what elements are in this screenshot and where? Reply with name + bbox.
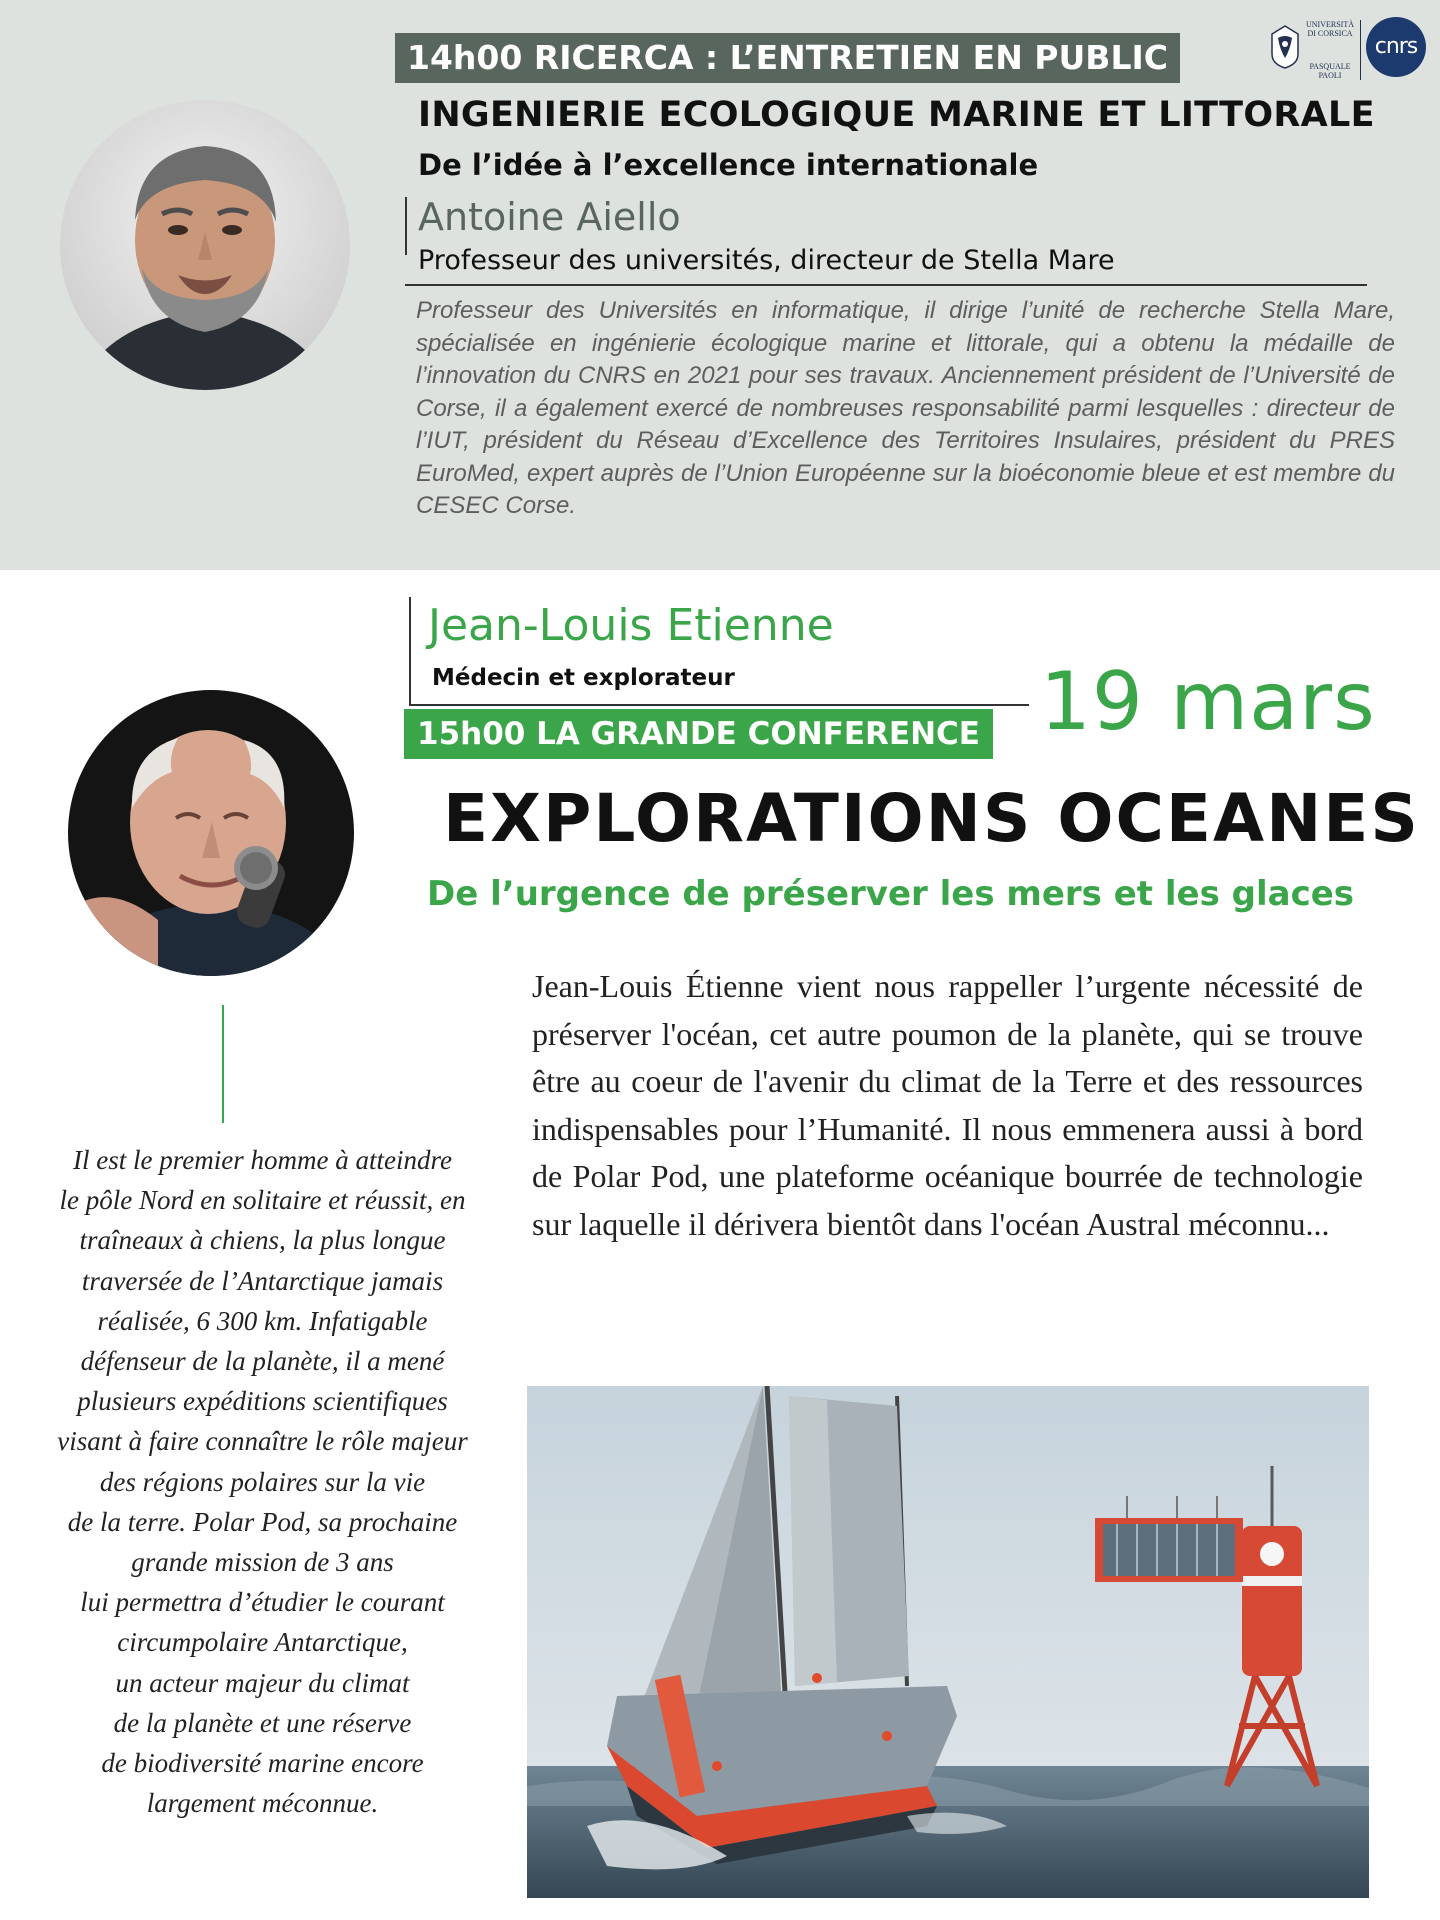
portrait-jean-louis-etienne [68, 690, 354, 976]
speaker2-bio: Il est le premier homme à atteindre le pôle Nord en solitaire et réussit, en traîneaux à chiens, la plus longue traversée de l’Antarctique jamais réalisée, 6 300 km. Infatigable défenseur de la planète, il a mené plusieurs expéditions scientifiques visant à faire connaître le rôle majeur des régions polaires sur la vie de la terre. Polar Pod, sa prochaine grande mission de 3 ans lui permettra d’étudier le courant circumpolaire Antarctique, un acteur majeur du climat de la planète et une réserve de biodiversité marine encore largement méconnue. [57, 1145, 468, 1819]
university-emblem-icon [1270, 24, 1300, 70]
speaker2-horizontal-divider [409, 704, 1029, 706]
polar-pod-boat-illustration [527, 1386, 1369, 1898]
session2-description: Jean-Louis Étienne vient nous rappeller l’urgente nécessité de préserver l'océan, cet autre poumon de la planète, qui se trouve être au coeur de l'avenir du climat de la Terre et des ressources indispensables pour l’Humanité. Il nous emmenera aussi à bord de Polar Pod, une plateforme océanique bourrée de technologie sur laquelle il dérivera bientôt dans l'océan Austral méconnu... [532, 968, 1363, 1242]
logo-separator [1360, 20, 1361, 80]
green-vertical-accent [222, 1005, 224, 1123]
speaker1-vertical-divider [405, 197, 407, 255]
session2-subtitle: De l’urgence de préserver les mers et les glaces [427, 874, 1355, 914]
session1-title: INGENIERIE ECOLOGIQUE MARINE ET LITTORALE [418, 95, 1375, 135]
university-name-text: UNIVERSITÀ DI CORSICA PASQUALE PAOLI [1306, 20, 1354, 80]
logos-group [1268, 14, 1428, 86]
session2-time-label: 15h00 LA GRANDE CONFERENCE [404, 709, 993, 759]
speaker1-name: Antoine Aiello [418, 195, 681, 239]
speaker1-horizontal-divider [405, 284, 1367, 286]
session1-time-label: 14h00 RICERCA : L’ENTRETIEN EN PUBLIC [395, 33, 1180, 83]
speaker2-role: Médecin et explorateur [432, 665, 735, 691]
speaker1-bio: Professeur des Universités en informatique, il dirige l’unité de recherche Stella Mare, spécialisée en ingénierie écologique marine et littorale, qui a obtenu la médaille de l’innovation du CNRS en 2021 pour ses travaux. Anciennement président de l’Université de Corse, il a également exercé de nombreuses responsabilité parmi lesquelles : directeur de l’IUT, président du Réseau d’Excellence des Territoires Insulaires, président du PRES EuroMed, expert auprès de l’Union Européenne sur la bioéconomie bleue et est membre du CESEC Corse. [416, 297, 1395, 519]
event-date: 19 mars [1040, 655, 1376, 748]
portrait-etienne-illustration [68, 690, 354, 976]
cnrs-logo: cnrs [1366, 17, 1426, 77]
speaker2-vertical-divider [409, 597, 411, 705]
boat-scene-svg [527, 1386, 1369, 1898]
speaker1-role: Professeur des universités, directeur de Stella Mare [418, 245, 1115, 276]
university-corsica-logo [1268, 16, 1358, 80]
portrait-aiello-illustration [60, 100, 350, 390]
speaker2-name: Jean-Louis Etienne [428, 600, 834, 651]
session2-title: EXPLORATIONS OCEANES [443, 780, 1420, 857]
portrait-antoine-aiello [60, 100, 350, 390]
session1-subtitle: De l’idée à l’excellence internationale [418, 148, 1039, 182]
